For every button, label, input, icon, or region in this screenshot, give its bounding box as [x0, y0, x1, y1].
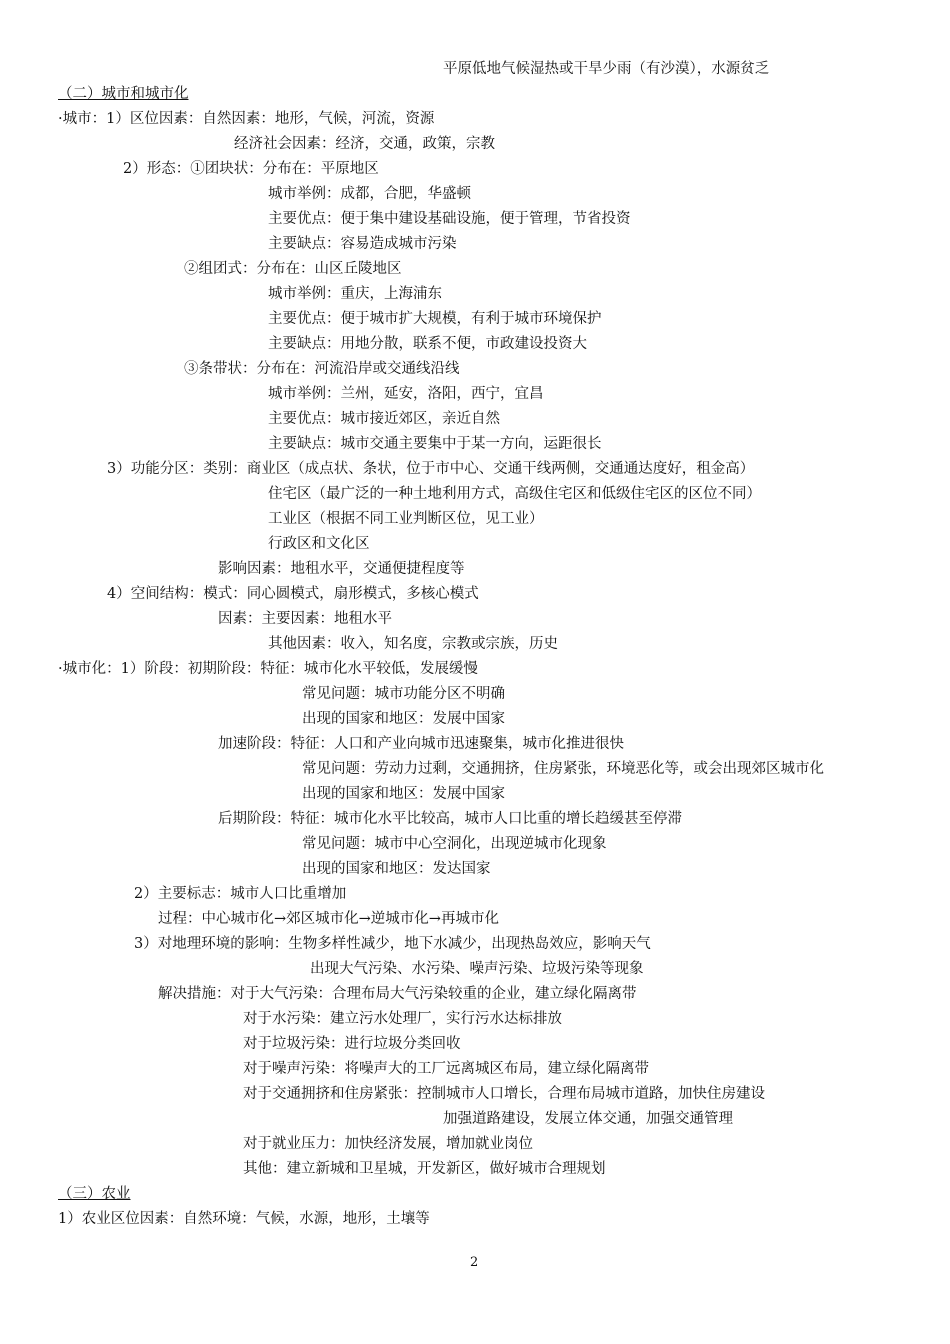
text-line: 1）农业区位因素：自然环境：气候，水源，地形，土壤等 — [58, 1211, 430, 1227]
section-heading: （三）农业 — [58, 1186, 131, 1202]
text-line: 3）功能分区：类别：商业区（成点状、条状，位于市中心、交通干线两侧，交通通达度好，租金高） — [107, 461, 755, 477]
text-line: 行政区和文化区 — [268, 536, 370, 552]
text-line: 对于水污染：建立污水处理厂，实行污水达标排放 — [243, 1011, 562, 1027]
text-line: 住宅区（最广泛的一种土地利用方式，高级住宅区和低级住宅区的区位不同） — [268, 486, 761, 502]
text-line: 出现的国家和地区：发展中国家 — [302, 786, 505, 802]
text-line: 主要缺点：容易造成城市污染 — [268, 236, 457, 252]
text-line: 因素：主要因素：地租水平 — [218, 611, 392, 627]
text-line: 城市举例：重庆，上海浦东 — [268, 286, 442, 302]
text-line: 出现的国家和地区：发展中国家 — [302, 711, 505, 727]
text-line: 解决措施：对于大气污染：合理布局大气污染较重的企业，建立绿化隔离带 — [158, 986, 637, 1002]
text-line: 主要优点：便于集中建设基础设施，便于管理，节省投资 — [268, 211, 631, 227]
text-line: 主要优点：城市接近郊区，亲近自然 — [268, 411, 500, 427]
text-line: 3）对地理环境的影响：生物多样性减少，地下水减少，出现热岛效应，影响天气 — [134, 936, 651, 952]
text-line: 城市举例：成都，合肥，华盛顿 — [268, 186, 471, 202]
text-line: 常见问题：劳动力过剩，交通拥挤，住房紧张，环境恶化等，或会出现郊区城市化 — [302, 761, 824, 777]
text-line: 主要优点：便于城市扩大规模，有利于城市环境保护 — [268, 311, 602, 327]
text-line: 其他：建立新城和卫星城，开发新区，做好城市合理规划 — [243, 1161, 606, 1177]
text-line: 常见问题：城市功能分区不明确 — [302, 686, 505, 702]
text-line: 主要缺点：城市交通主要集中于某一方向，运距很长 — [268, 436, 602, 452]
text-line: 经济社会因素：经济，交通，政策，宗教 — [234, 136, 495, 152]
text-line: 对于噪声污染：将噪声大的工厂远离城区布局，建立绿化隔离带 — [243, 1061, 649, 1077]
text-line: 后期阶段：特征：城市化水平比较高，城市人口比重的增长趋缓甚至停滞 — [218, 811, 682, 827]
section-heading: （二）城市和城市化 — [58, 86, 189, 102]
text-line: 城市举例：兰州，延安，洛阳，西宁，宜昌 — [268, 386, 544, 402]
text-line: 其他因素：收入，知名度，宗教或宗族，历史 — [268, 636, 558, 652]
text-line: 主要缺点：用地分散，联系不便，市政建设投资大 — [268, 336, 587, 352]
text-line: 2）主要标志：城市人口比重增加 — [134, 886, 347, 902]
text-line: 影响因素：地租水平，交通便捷程度等 — [218, 561, 465, 577]
text-line: 加强道路建设，发展立体交通，加强交通管理 — [443, 1111, 733, 1127]
text-line: 4）空间结构：模式：同心圆模式，扇形模式，多核心模式 — [107, 586, 479, 602]
page-number: 2 — [470, 1255, 479, 1270]
text-line: ·城市化：1）阶段：初期阶段：特征：城市化水平较低，发展缓慢 — [58, 661, 478, 677]
text-line: 2）形态：①团块状：分布在：平原地区 — [123, 161, 379, 177]
text-line: ②组团式：分布在：山区丘陵地区 — [184, 261, 402, 277]
text-line: 常见问题：城市中心空洞化，出现逆城市化现象 — [302, 836, 607, 852]
text-line: 对于垃圾污染：进行垃圾分类回收 — [243, 1036, 461, 1052]
text-line: 对于就业压力：加快经济发展，增加就业岗位 — [243, 1136, 533, 1152]
text-line: ·城市：1）区位因素：自然因素：地形，气候，河流，资源 — [58, 111, 435, 127]
text-line: 出现的国家和地区：发达国家 — [302, 861, 491, 877]
text-line: 工业区（根据不同工业判断区位，见工业） — [268, 511, 544, 527]
text-line: 加速阶段：特征：人口和产业向城市迅速聚集，城市化推进很快 — [218, 736, 624, 752]
text-line: 出现大气污染、水污染、噪声污染、垃圾污染等现象 — [310, 961, 644, 977]
text-line: 平原低地气候湿热或干旱少雨（有沙漠），水源贫乏 — [443, 61, 770, 77]
text-line: 过程：中心城市化→郊区城市化→逆城市化→再城市化 — [158, 911, 499, 927]
text-line: ③条带状：分布在：河流沿岸或交通线沿线 — [184, 361, 460, 377]
text-line: 对于交通拥挤和住房紧张：控制城市人口增长，合理布局城市道路，加快住房建设 — [243, 1086, 765, 1102]
